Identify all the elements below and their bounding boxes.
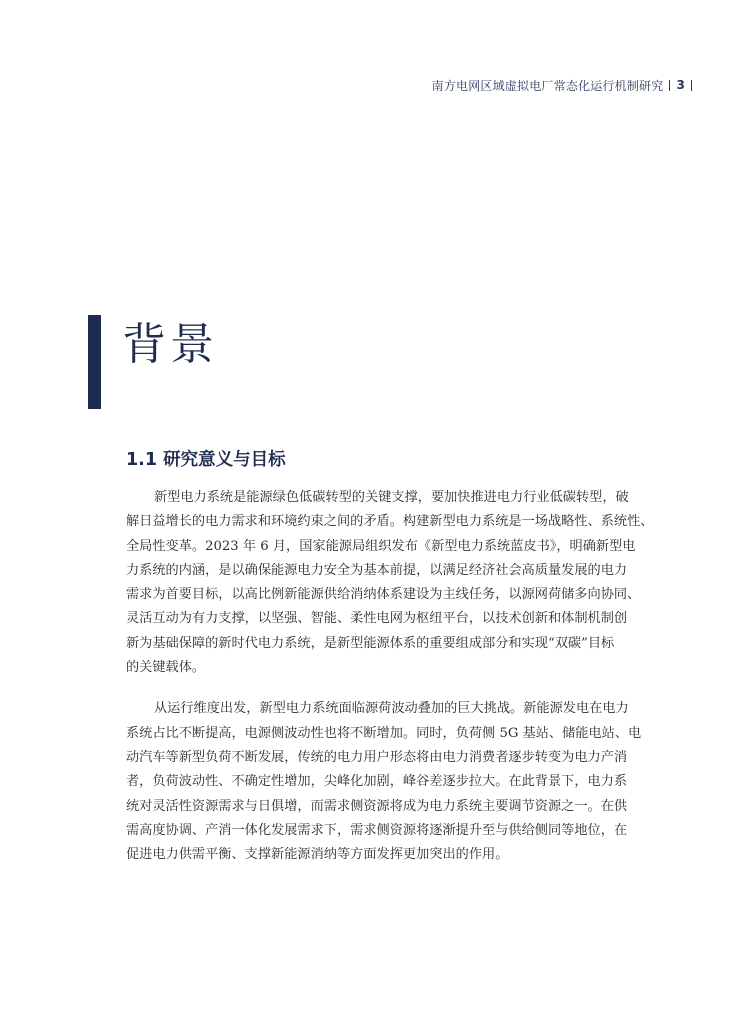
paragraph-2 — [126, 697, 666, 867]
text-line: 灵活互动为有力支撑，以坚强、智能、柔性电网为枢纽平台，以技术创新和体制机制创 — [126, 611, 628, 627]
text-line: 解日益增长的电力需求和环境约束之间的矛盾。构建新型电力系统是一场战略性、系统性、 — [126, 514, 654, 530]
text-line: 者，负荷波动性、不确定性增加，尖峰化加剧，峰谷差逐步拉大。在此背景下，电力系 — [126, 774, 628, 790]
text-line: 动汽车等新型负荷不断发展，传统的电力用户形态将由电力消费者逐步转变为电力产消 — [126, 749, 628, 765]
text-line: 统对灵活性资源需求与日俱增，而需求侧资源将成为电力系统主要调节资源之一。在供 — [126, 798, 628, 814]
report-title: 南方电网区域虚拟电厂常态化运行机制研究 — [431, 78, 664, 93]
text-line: 系统占比不断提高，电源侧波动性也将不断增加。同时，负荷侧 5G 基站、储能电站、电 — [126, 725, 642, 741]
page-number: 3 — [676, 78, 685, 92]
text-line: 促进电力供需平衡、支撑新能源消纳等方面发挥更加突出的作用。 — [126, 847, 509, 863]
chapter-title: 背景 — [122, 319, 218, 370]
text-line: 的关键载体。 — [126, 660, 206, 676]
running-header — [432, 76, 698, 94]
text-line: 从运行维度出发，新型电力系统面临源荷波动叠加的巨大挑战。新能源发电在电力 — [154, 701, 629, 717]
body-text — [126, 486, 666, 867]
header-separator-left — [669, 80, 670, 91]
text-line: 全局性变革。2023 年 6 月，国家能源局组织发布《新型电力系统蓝皮书》，明确新型电 — [126, 538, 636, 554]
chapter-accent-bar — [88, 315, 101, 409]
text-line: 新为基础保障的新时代电力系统，是新型能源体系的重要组成部分和实现“双碳”目标 — [126, 635, 615, 651]
section-heading: 1.1 研究意义与目标 — [126, 450, 286, 470]
text-line: 新型电力系统是能源绿色低碳转型的关键支撑，要加快推进电力行业低碳转型，破 — [154, 490, 629, 505]
text-line: 需高度协调、产消一体化发展需求下，需求侧资源将逐渐提升至与供给侧同等地位，在 — [126, 822, 628, 838]
text-line: 力系统的内涵，是以确保能源电力安全为基本前提，以满足经济社会高质量发展的电力 — [126, 562, 628, 578]
header-separator-right — [691, 80, 692, 91]
paragraph-1 — [126, 486, 666, 680]
text-line: 需求为首要目标，以高比例新能源供给消纳体系建设为主线任务，以源网荷储多向协同、 — [126, 587, 641, 603]
